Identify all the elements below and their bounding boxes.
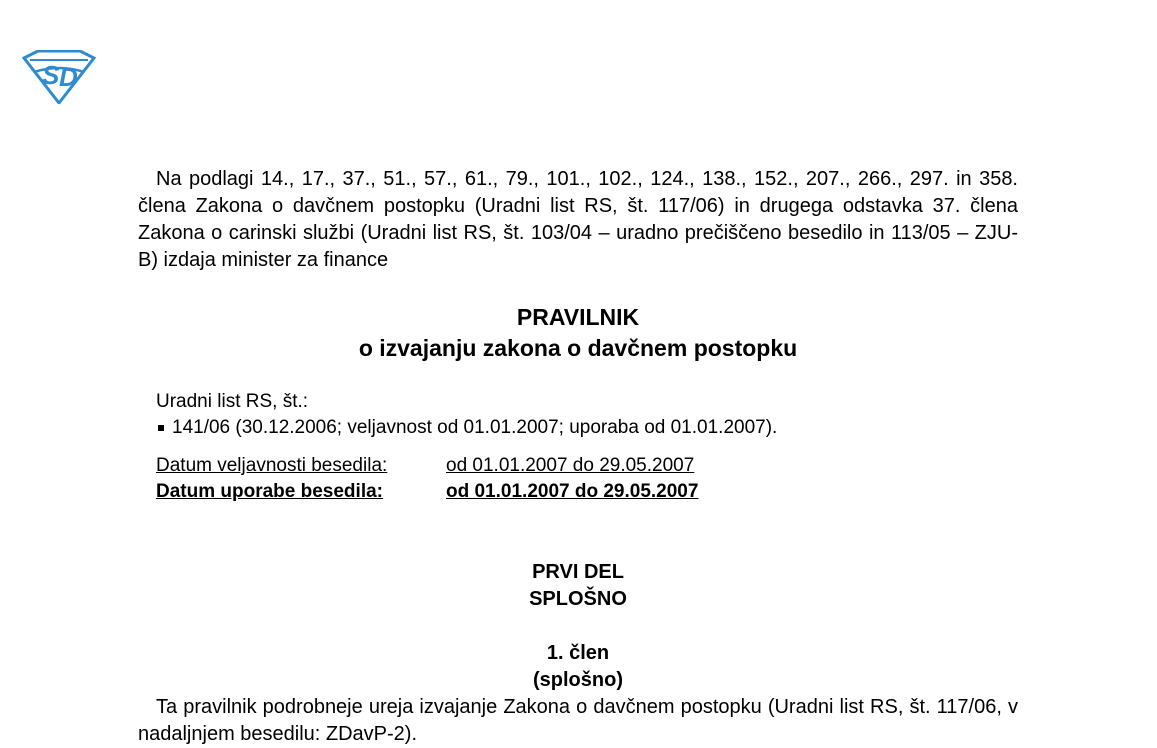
article-heading <box>138 640 1018 694</box>
document-subtitle: o izvajanju zakona o davčnem postopku <box>358 335 798 361</box>
gazette-label: Uradni list RS, št.: <box>156 391 309 412</box>
validity-date-row <box>156 453 1018 479</box>
application-date-label: Datum uporabe besedila: <box>156 481 383 502</box>
validity-date-label: Datum veljavnosti besedila: <box>156 455 388 476</box>
svg-text:D: D <box>59 62 78 92</box>
dates-section <box>156 453 1018 505</box>
article-text: Ta pravilnik podrobneje ureja izvajanje Zakona o davčnem postopku (Uradni list RS, št. 117/06, v nadaljnjem besedilu: ZDavP-2). <box>138 696 1018 745</box>
validity-date-value: od 01.01.2007 do 29.05.2007 <box>446 455 695 476</box>
bullet-icon <box>158 425 164 431</box>
application-date-row <box>156 479 1018 505</box>
gazette-section <box>156 389 1018 441</box>
application-date-value: od 01.01.2007 do 29.05.2007 <box>446 481 699 502</box>
part-heading <box>138 559 1018 613</box>
document-body <box>138 166 1018 748</box>
document-title: PRAVILNIK <box>516 304 640 330</box>
gazette-list-item <box>156 415 1018 441</box>
part-title: SPLOŠNO <box>529 588 627 610</box>
svg-text:S: S <box>42 60 60 90</box>
sd-logo-icon <box>22 50 96 104</box>
part-number: PRVI DEL <box>532 561 624 583</box>
article-number: 1. člen <box>546 642 610 664</box>
article-title: (splošno) <box>533 669 623 691</box>
intro-paragraph: Na podlagi 14., 17., 37., 51., 57., 61., 79., 101., 102., 124., 138., 152., 207., 266., 297. in 358. člena Zakona o davčnem postopku (Uradni list RS, št. 117/06) in drugega odstavka 37. člena Zakona o carinski službi (Uradni list RS, št. 103/04 – uradno prečiščeno besedilo in 113/05 – ZJU-B) izdaja minister za finance <box>138 168 1018 271</box>
gazette-item-text: 141/06 (30.12.2006; veljavnost od 01.01.2007; uporaba od 01.01.2007). <box>172 417 778 438</box>
